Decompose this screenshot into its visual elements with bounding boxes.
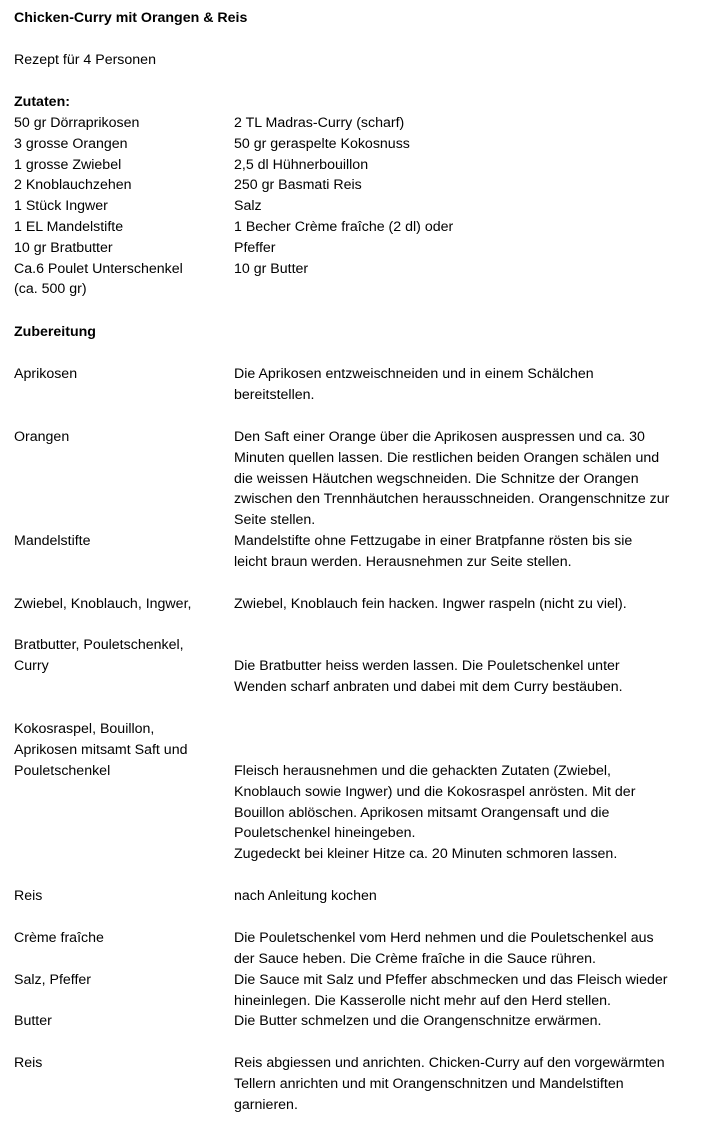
step-text-line: nach Anleitung kochen xyxy=(234,888,377,904)
servings-text: Rezept für 4 Personen xyxy=(14,52,156,68)
step-label-line: Zwiebel, Knoblauch, Ingwer, xyxy=(14,596,192,612)
step-label xyxy=(14,1053,42,1074)
ingredient-item: 1 Becher Crème fraîche (2 dl) oder xyxy=(234,218,454,235)
step-text-line: die weissen Häutchen wegschneiden. Die Schnitze der Orangen xyxy=(234,470,639,487)
step-text-line: Zwiebel, Knoblauch fein hacken. Ingwer raspeln (nicht zu viel). xyxy=(234,596,627,612)
ingredient-item: 2 TL Madras-Curry (scharf) xyxy=(234,115,405,131)
preparation-heading: Zubereitung xyxy=(14,324,96,340)
step-text-line: Bouillon ablöschen. Aprikosen mitsamt Orangensaft und die xyxy=(234,804,610,821)
step-label-line: Crème fraîche xyxy=(14,930,104,946)
step-text-line: garnieren. xyxy=(234,1096,298,1113)
step-label-line: Reis xyxy=(14,1055,43,1071)
step-text xyxy=(234,531,632,573)
step-label-line: Aprikosen xyxy=(14,366,78,382)
ingredient-item: (ca. 500 gr) xyxy=(14,281,87,298)
ingredient-item: 50 gr Dörraprikosen xyxy=(14,115,140,131)
step-text xyxy=(234,427,669,531)
step-text-line: Reis abgiessen und anrichten. Chicken-Curry auf den vorgewärmten xyxy=(234,1055,665,1071)
step-label-line: Aprikosen mitsamt Saft und xyxy=(14,741,188,758)
step-label-line: Salz, Pfeffer xyxy=(14,972,92,988)
step-label xyxy=(14,719,187,781)
step-text-line: Minuten quellen lassen. Die restlichen beiden Orangen schälen und xyxy=(234,449,660,466)
step-text-line: der Sauce heben. Die Crème fraîche in die Sauce rühren. xyxy=(234,950,596,967)
step-text xyxy=(234,1053,665,1115)
step-text-line: Seite stellen. xyxy=(234,512,316,529)
step-text-line: Die Butter schmelzen und die Orangenschnitze erwärmen. xyxy=(234,1013,602,1029)
step-text-line: Pouletschenkel hineingeben. xyxy=(234,825,416,842)
step-text-line: zwischen den Trennhäutchen herausschneiden. Orangenschnitze zur xyxy=(234,491,670,508)
ingredient-item: Salz xyxy=(234,198,262,215)
ingredients-left-column xyxy=(14,113,183,300)
step-text-line: Die Bratbutter heiss werden lassen. Die Pouletschenkel unter xyxy=(234,658,620,674)
step-label xyxy=(14,928,104,949)
step-text-line: Knoblauch sowie Ingwer) und die Kokosraspel anrösten. Mit der xyxy=(234,783,636,800)
step-text xyxy=(234,594,627,615)
ingredients-right-column xyxy=(234,113,453,279)
ingredient-item: 10 gr Bratbutter xyxy=(14,239,113,256)
ingredient-item: 2,5 dl Hühnerbouillon xyxy=(234,156,369,173)
step-text xyxy=(234,761,635,865)
step-label xyxy=(14,531,91,552)
step-label-line: Bratbutter, Pouletschenkel, xyxy=(14,637,184,653)
ingredient-item: 10 gr Butter xyxy=(234,260,309,277)
step-text-line: hineinlegen. Die Kasserolle nicht mehr auf den Herd stellen. xyxy=(234,992,611,1009)
step-text-line: Die Aprikosen entzweischneiden und in einem Schälchen xyxy=(234,366,594,382)
step-label-line: Reis xyxy=(14,888,43,904)
step-label-line: Mandelstifte xyxy=(14,533,91,549)
step-text-line: Zugedeckt bei kleiner Hitze ca. 20 Minuten schmoren lassen. xyxy=(234,846,618,863)
step-label-line: Butter xyxy=(14,1013,52,1029)
ingredients-heading: Zutaten: xyxy=(14,94,70,110)
step-label-line: Kokosraspel, Bouillon, xyxy=(14,721,155,737)
step-label xyxy=(14,970,91,991)
step-text xyxy=(234,886,377,907)
step-text xyxy=(234,928,654,970)
ingredient-item: 1 grosse Zwiebel xyxy=(14,156,122,173)
step-text-line: Tellern anrichten und mit Orangenschnitzen und Mandelstiften xyxy=(234,1075,624,1092)
step-label xyxy=(14,1011,52,1032)
ingredient-item: 250 gr Basmati Reis xyxy=(234,177,362,194)
ingredient-item: 2 Knoblauchzehen xyxy=(14,177,132,194)
step-text-line: Die Pouletschenkel vom Herd nehmen und die Pouletschenkel aus xyxy=(234,930,654,946)
step-text-line: Den Saft einer Orange über die Aprikosen auspressen und ca. 30 xyxy=(234,429,645,445)
step-text-line: Fleisch herausnehmen und die gehackten Zutaten (Zwiebel, xyxy=(234,763,611,779)
step-label xyxy=(14,427,69,448)
ingredient-item: 3 grosse Orangen xyxy=(14,135,128,152)
ingredient-item: Pfeffer xyxy=(234,239,276,256)
step-text-line: Die Sauce mit Salz und Pfeffer abschmecken und das Fleisch wieder xyxy=(234,972,668,988)
step-label-line: Pouletschenkel xyxy=(14,762,111,779)
step-text-line: Mandelstifte ohne Fettzugabe in einer Bratpfanne rösten bis sie xyxy=(234,533,633,549)
step-label xyxy=(14,635,184,677)
step-text-line: leicht braun werden. Herausnehmen zur Seite stellen. xyxy=(234,553,572,570)
step-text-line: Wenden scharf anbraten und dabei mit dem Curry bestäuben. xyxy=(234,678,623,695)
step-text xyxy=(234,364,594,406)
step-text xyxy=(234,1011,601,1032)
step-label-line: Curry xyxy=(14,657,49,674)
step-label-line: Orangen xyxy=(14,429,70,445)
ingredient-item: 50 gr geraspelte Kokosnuss xyxy=(234,135,410,152)
step-label xyxy=(14,886,42,907)
step-label xyxy=(14,594,191,615)
step-text xyxy=(234,656,623,698)
ingredient-item: Ca.6 Poulet Unterschenkel xyxy=(14,260,183,277)
step-label xyxy=(14,364,77,385)
step-text-line: bereitstellen. xyxy=(234,386,315,403)
ingredient-item: 1 EL Mandelstifte xyxy=(14,218,124,235)
step-text xyxy=(234,970,667,1012)
recipe-title: Chicken-Curry mit Orangen & Reis xyxy=(14,10,248,26)
ingredient-item: 1 Stück Ingwer xyxy=(14,198,108,215)
